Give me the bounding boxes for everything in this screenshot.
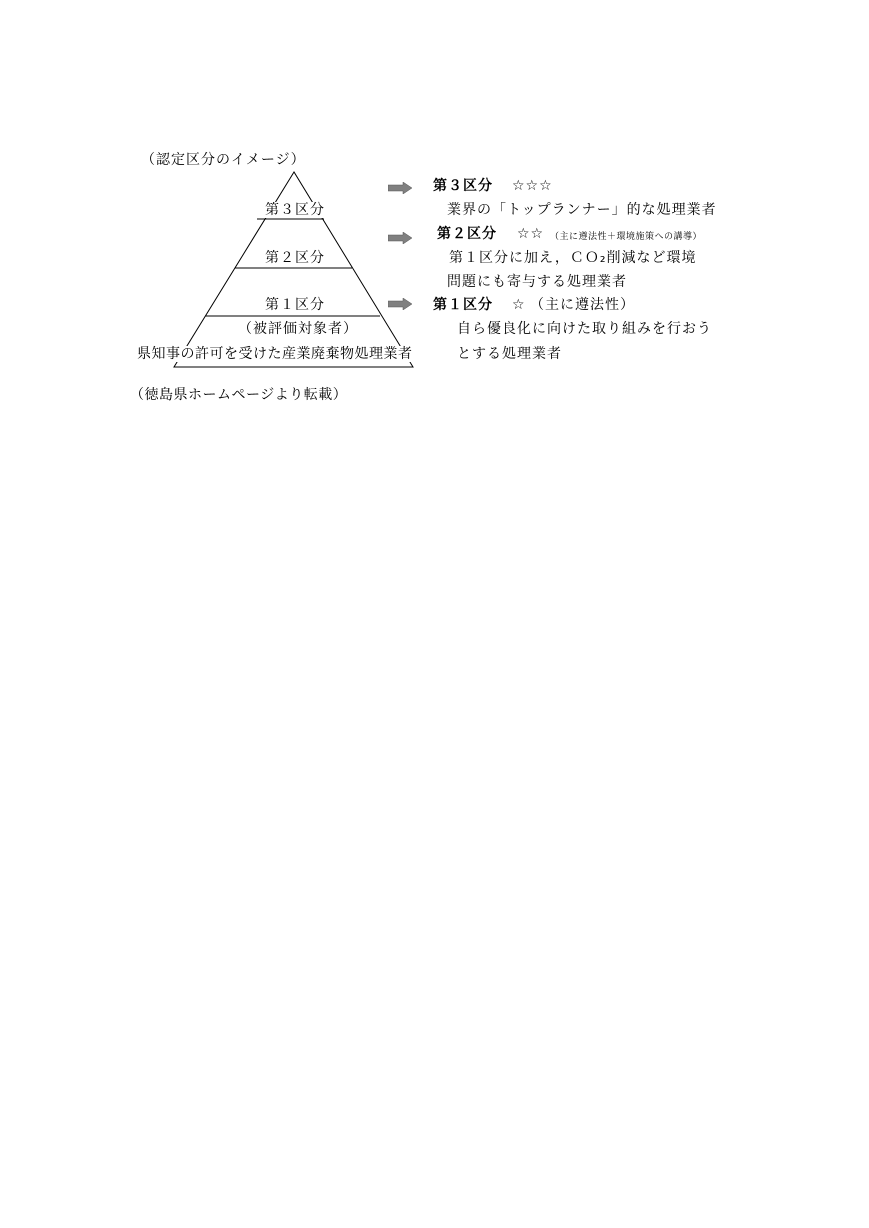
tier2-description-line1: 第１区分に加え，ＣＯ₂削減など環境 xyxy=(449,250,697,266)
tier3-description: 業界の「トップランナー」的な処理業者 xyxy=(447,202,717,218)
tier1-note: （主に遵法性） xyxy=(530,297,635,313)
tier1-stars: ☆ xyxy=(512,297,526,313)
diagram-title: （認定区分のイメージ） xyxy=(141,152,306,168)
tier3-stars: ☆☆☆ xyxy=(512,178,553,194)
tier1-description-line1: 自ら優良化に向けた取り組みを行おう xyxy=(457,321,712,337)
pyramid-tier3-label: 第３区分 xyxy=(265,202,325,218)
pyramid-base-label-1: （被評価対象者） xyxy=(238,321,358,337)
tier1-description-line2: とする処理業者 xyxy=(457,346,562,362)
tier2-note: （主に遵法性＋環境施策への講導） xyxy=(550,232,703,242)
tier3-heading: 第３区分 xyxy=(433,178,493,194)
tier1-heading: 第１区分 xyxy=(433,297,493,313)
pyramid-base-label-2: 県知事の許可を受けた産業廃棄物処理業者 xyxy=(137,346,413,362)
tier2-stars: ☆☆ xyxy=(517,226,545,242)
arrow-right-icon xyxy=(388,182,412,194)
arrow-right-icon xyxy=(388,232,412,244)
pyramid-tier2-label: 第２区分 xyxy=(265,250,325,266)
arrow-right-icon xyxy=(388,298,412,310)
tier2-description-line2: 問題にも寄与する処理業者 xyxy=(447,274,627,290)
tier2-heading: 第２区分 xyxy=(437,226,497,242)
pyramid-tier1-label: 第１区分 xyxy=(265,297,325,313)
source-note: （徳島県ホームページより転載） xyxy=(130,387,348,403)
